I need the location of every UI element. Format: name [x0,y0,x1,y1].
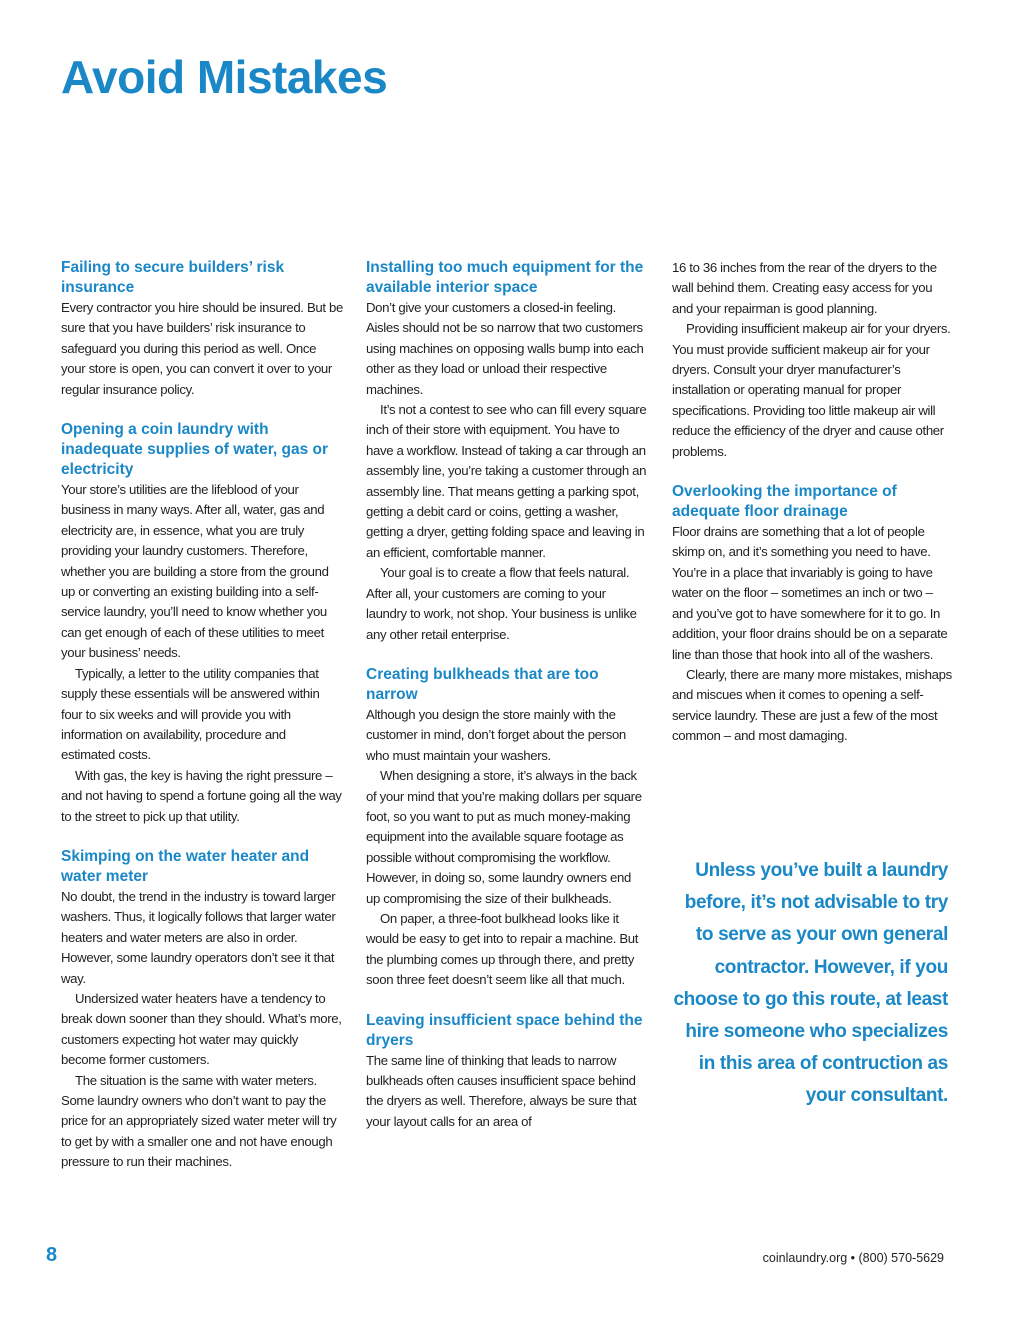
paragraph: Don’t give your customers a closed-in feeling. Aisles should not be so narrow that two customers using machines on opposing walls bump into each other as they load or unload their respective machines. [366,300,644,397]
section-too-much-equipment [366,258,648,645]
pull-quote: Unless you’ve built a laundry before, it’s not advisable to try to serve as your own general contractor. However, if you choose to go this route, at least hire someone who specializes in this area of contruction as your consultant. [673,860,948,1107]
paragraph: Undersized water heaters have a tendency to break down sooner than they should. What’s more, customers expecting hot water may quickly become former customers. [61,990,342,1068]
article-column-2 [366,258,648,1152]
section-heading: Creating bulkheads that are too narrow [366,665,599,703]
section-space-behind-dryers [366,1011,648,1133]
paragraph: The same line of thinking that leads to narrow bulkheads often causes insufficient space behind the dryers as well. Therefore, always be sure that your layout calls for an area of [366,1052,637,1129]
page-number: 8 [46,1244,58,1266]
paragraph: Providing insufficient makeup air for your dryers. You must provide sufficient makeup air for your dryers. Consult your dryer manufacturer’s installation or operating manual for proper specifications. Providing too little makeup air will reduce the efficiency of the dryer and cause other problems. [672,321,951,459]
section-inadequate-utilities [61,420,343,827]
section-heading: Failing to secure builders’ risk insurance [61,259,285,296]
section-narrow-bulkheads [366,665,648,991]
section-floor-drainage [672,482,954,746]
paragraph: Floor drains are something that a lot of people skimp on, and it’s something you need to have. You’re in a place that invariably is going to have water on the floor – sometimes an inch or two – and you’ve got to have somewhere for it to go. In addition, your floor drains should be on a separate line than those that hook into all of the washers. [672,524,948,662]
article-column-3 [672,258,954,767]
section-dryers-continued [672,258,954,462]
paragraph: 16 to 36 inches from the rear of the dryers to the wall behind them. Creating easy access for you and your repairman is good planning. [672,260,937,316]
paragraph: Clearly, there are many more mistakes, mishaps and miscues when it comes to opening a self-service laundry. These are just a few of the most common – and most damaging. [672,666,952,744]
section-heading: Overlooking the importance of adequate floor drainage [672,483,897,521]
paragraph: Although you design the store mainly with the customer in mind, don’t forget about the person who must maintain your washers. [366,706,626,763]
paragraph: It’s not a contest to see who can fill every square inch of their store with equipment. You have to have a workflow. Instead of taking a car through an assembly line, you’re taking a customer through an assembly line. That means getting a parking spot, getting a debit card or coins, getting a washer, getting a dryer, getting folding space and leaving in an efficient, comfortable manner. [366,402,647,560]
paragraph: No doubt, the trend in the industry is toward larger washers. Thus, it logically follows that larger water heaters and water meters are also in order. However, some laundry operators don’t see it that way. [61,888,336,986]
paragraph: The situation is the same with water meters. Some laundry owners who don’t want to pay the price for an appropriately sized water meter will try to get by with a smaller one and not have enough pressure to run their machines. [61,1072,337,1170]
section-water-heater-meter [61,847,343,1173]
paragraph: Your store’s utilities are the lifeblood of your business in many ways. After all, water, gas and electricity are, in essence, what you are truly providing your laundry customers. Therefore, whether you are building a store from the ground up or converting an existing building into a self-service laundry, you’ll need to know whether you can get enough of each of these utilities to meet your business’ needs. [61,482,329,661]
section-builders-risk-insurance [61,258,343,400]
section-heading: Leaving insufficient space behind the dryers [366,1011,643,1049]
section-heading: Installing too much equipment for the available interior space [366,259,644,296]
paragraph: When designing a store, it’s always in the back of your mind that you’re making dollars per square foot, so you want to put as much money-making equipment into the available square footage as possible without compromising the workflow. However, in doing so, some laundry owners end up compromising the size of their bulkheads. [366,768,642,906]
section-heading: Skimping on the water heater and water meter [61,847,310,885]
article-column-1 [61,258,343,1193]
section-heading: Opening a coin laundry with inadequate supplies of water, gas or electricity [61,421,329,479]
paragraph: With gas, the key is having the right pressure – and not having to spend a fortune going all the way to the street to pick up that utility. [61,767,342,824]
paragraph: Your goal is to create a flow that feels natural. After all, your customers are coming to your laundry to work, not shop. Your business is unlike any other retail enterprise. [366,565,637,642]
paragraph: Every contractor you hire should be insured. But be sure that you have builders’ risk insurance to safeguard you during this period as well. Once your store is open, you can convert it over to your regular insurance policy. [61,300,343,397]
paragraph: Typically, a letter to the utility companies that supply these essentials will be answered within four to six weeks and will provide you with information on availability, procedure and estimated costs. [61,665,320,763]
page-title: Avoid Mistakes [61,51,388,103]
footer-contact: coinlaundry.org • (800) 570-5629 [762,1251,944,1265]
paragraph: On paper, a three-foot bulkhead looks like it would be easy to get into to repair a machine. But the plumbing comes up through there, and pretty soon three feet doesn’t seem like all that much. [366,910,639,988]
